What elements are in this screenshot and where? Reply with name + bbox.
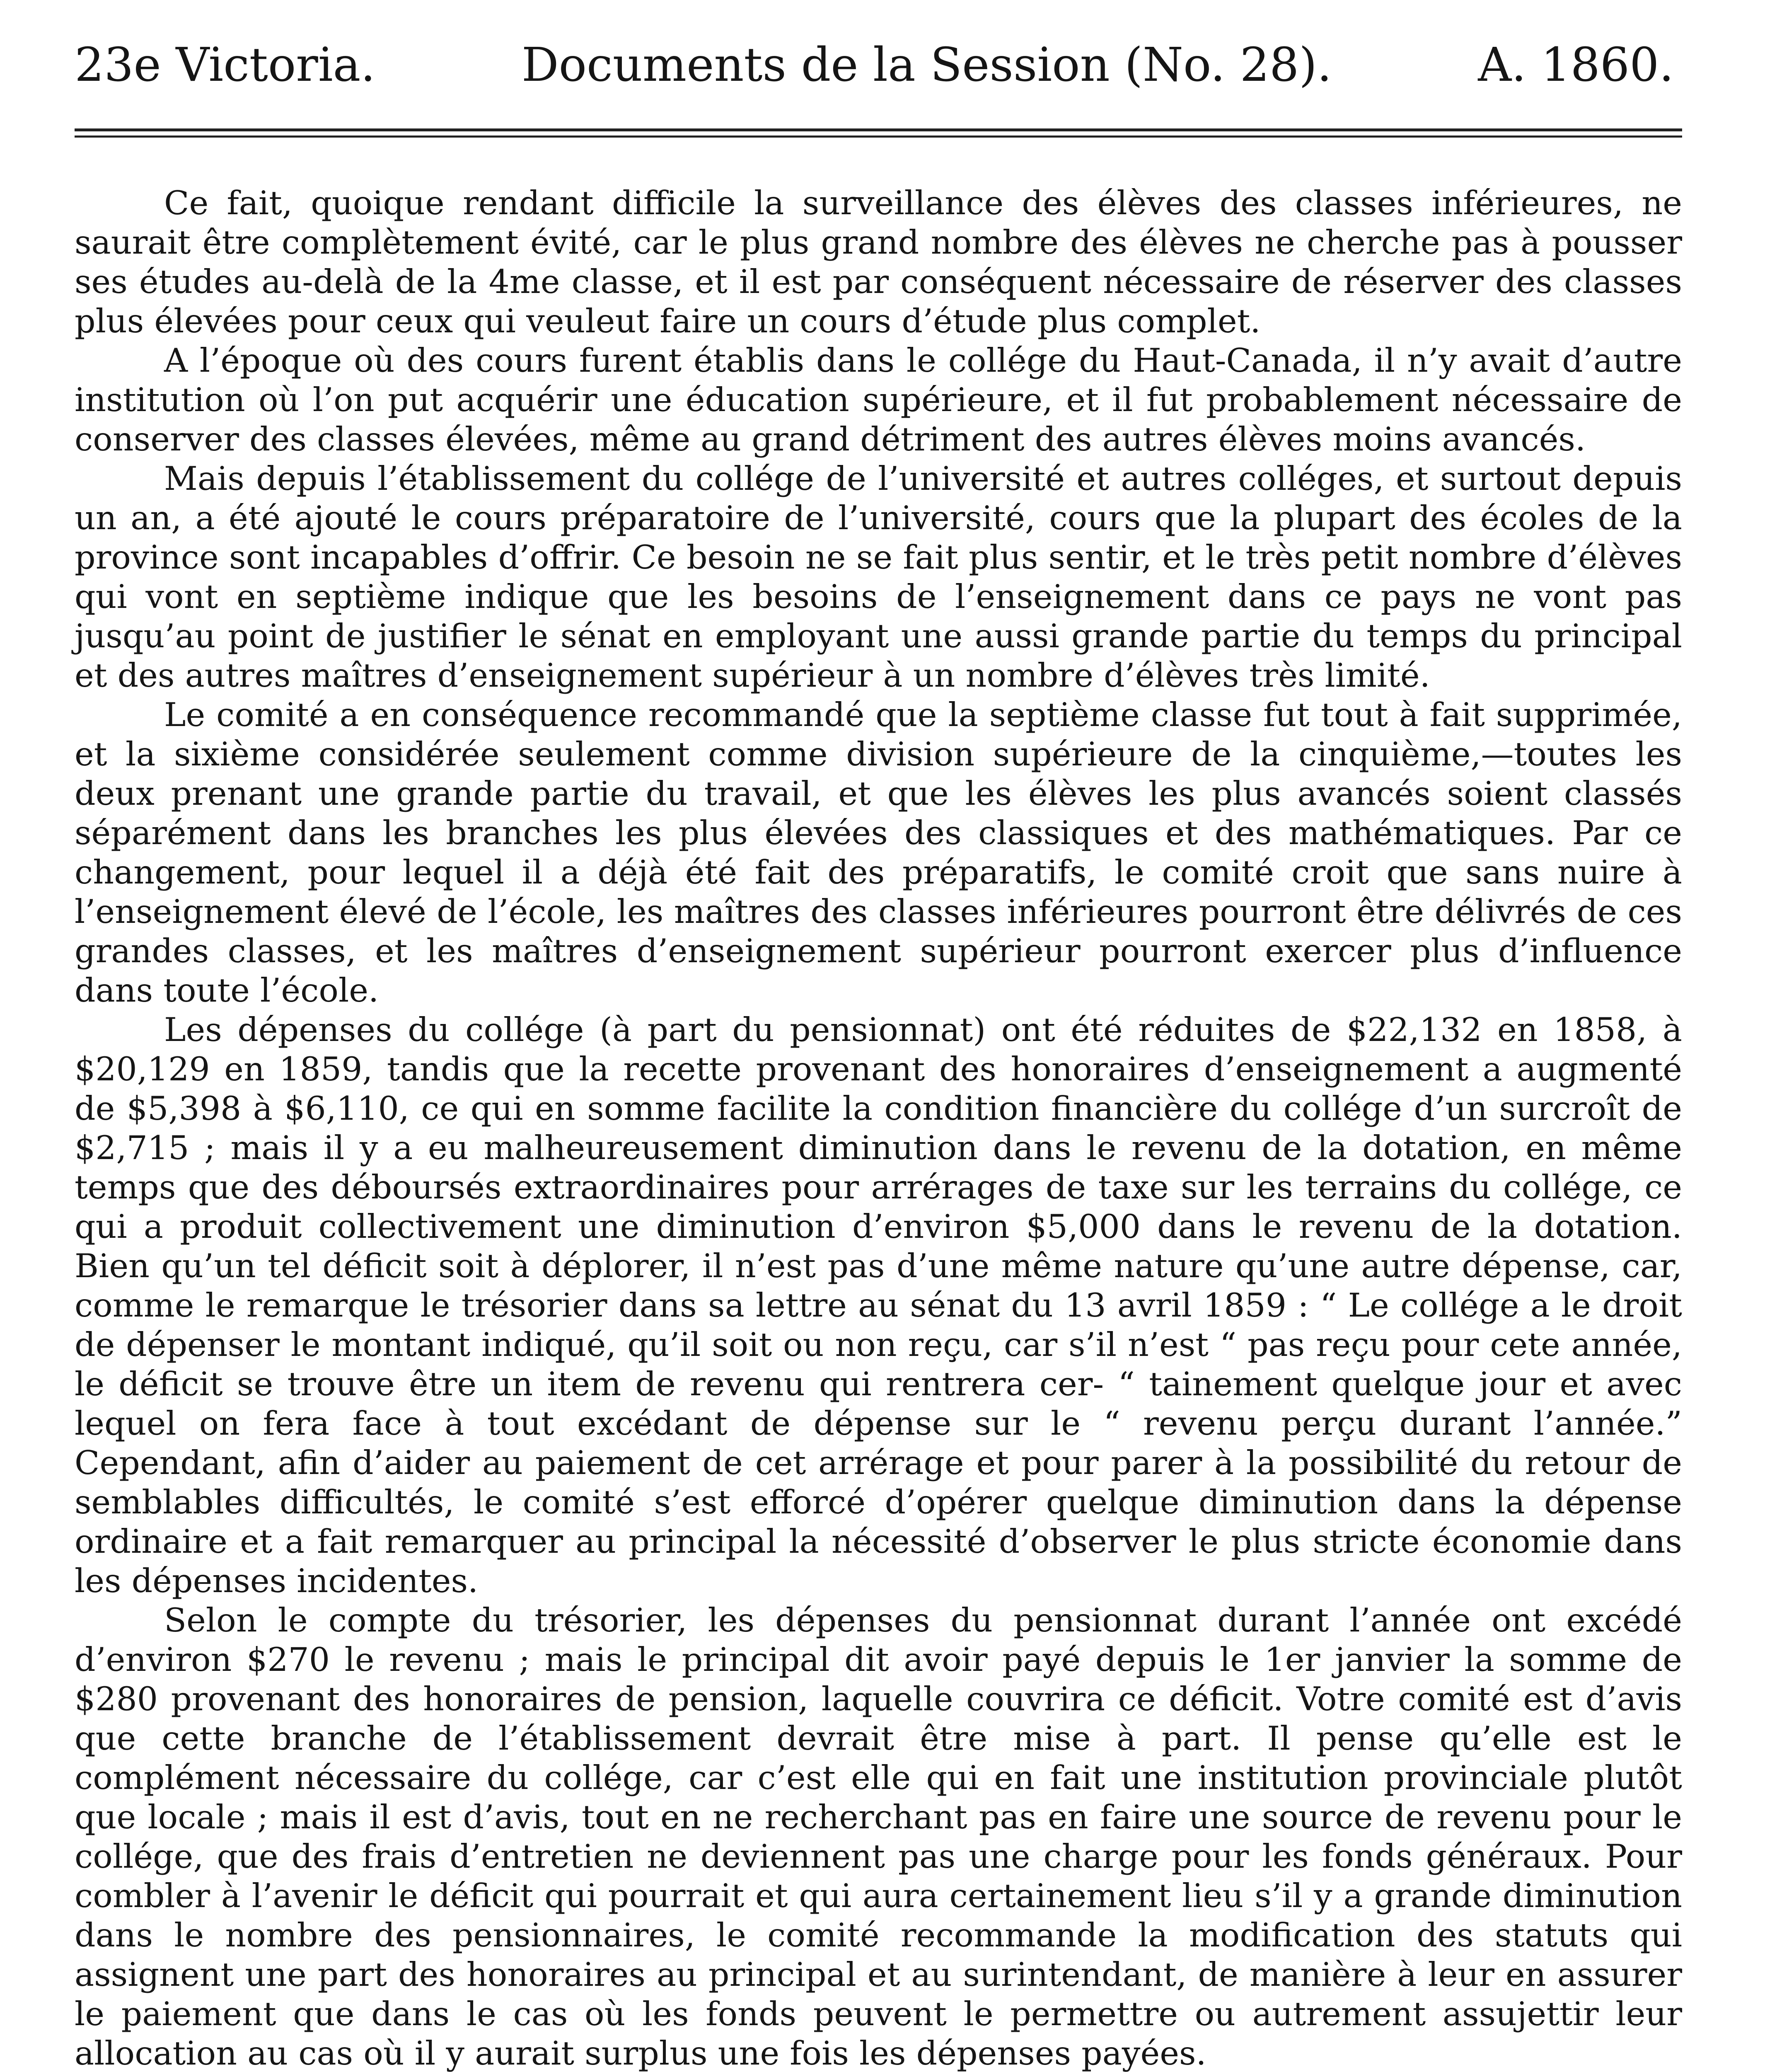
paragraph-5: Les dépenses du collége (à part du pensionnat) ont été réduites de $22,132 en 1858, à $20,129 en 1859, tandis que la recette provenant des honoraires d’enseignement a augmenté de $5,398 à $6,110, ce qui en somme facilite la condition financière du collége d’un surcroît de $2,715 ; mais il y a eu malheureusement diminution dans le revenu de la dotation, en même temps que des déboursés extraordinaires pour arrérages de taxe sur les terrains du collége, ce qui a produit collectivement une diminution d’environ $5,000 dans le revenu de la dotation. Bien qu’un tel déficit soit à déplorer, il n’est pas d’une même nature qu’une autre dépense, car, comme le remarque le trésorier dans sa lettre au sénat du 13 avril 1859 : “ Le collége a le droit de dépenser le montant indiqué, qu’il soit ou non reçu, car s’il n’est “ pas reçu pour cete année, le déficit se trouve être un item de revenu qui rentrera cer- “ tainement quelque jour et avec lequel on fera face à tout excédant de dépense sur le “ revenu perçu durant l’année.” Cependant, afin d’aider au paiement de cet arrérage et pour parer à la possibilité du retour de semblables difficultés, le comité s’est efforcé d’opérer quelque diminution dans la dépense ordinaire et a fait remarquer au principal la nécessité d’observer le plus stricte économie dans les dépenses incidentes. <box>75 1011 1682 1600</box>
report-body <box>75 184 1682 2072</box>
paragraph-6: Selon le compte du trésorier, les dépenses du pensionnat durant l’année ont excédé d’environ $270 le revenu ; mais le principal dit avoir payé depuis le 1er janvier la somme de $280 provenant des honoraires de pension, laquelle couvrira ce déficit. Votre comité est d’avis que cette branche de l’établissement devrait être mise à part. Il pense qu’elle est le complément nécessaire du collége, car c’est elle qui en fait une institution provinciale plutôt que locale ; mais il est d’avis, tout en ne recherchant pas en faire une source de revenu pour le collége, que des frais d’entretien ne deviennent pas une charge pour les fonds généraux. Pour combler à l’avenir le déficit qui pourrait et qui aura certainement lieu s’il y a grande diminution dans le nombre des pensionnaires, le comité recommande la modification des statuts qui assignent une part des honoraires au principal et au surintendant, de manière à leur en assurer le paiement que dans le cas où les fonds peuvent le permettre ou autrement assujettir leur allocation au cas où il y aurait surplus une fois les dépenses payées. <box>75 1601 1682 2072</box>
paragraph-2: A l’époque où des cours furent établis dans le collége du Haut-Canada, il n’y avait d’autre institution où l’on put acquérir une éducation supérieure, et il fut probablement nécessaire de conserver des classes élevées, même au grand détriment des autres élèves moins avancés. <box>75 341 1682 458</box>
header-rule-top <box>75 128 1682 131</box>
document-page <box>75 37 1682 2072</box>
paragraph-1: Ce fait, quoique rendant difficile la surveillance des élèves des classes inférieures, ne saurait être complètement évité, car le plus grand nombre des élèves ne cherche pas à pousser ses études au-delà de la 4me classe, et il est par conséquent nécessaire de réserver des classes plus élevées pour ceux qui veuleut faire un cours d’étude plus complet. <box>75 184 1682 340</box>
paragraph-4: Le comité a en conséquence recommandé que la septième classe fut tout à fait supprimée, et la sixième considérée seulement comme division supérieure de la cinquième,—toutes les deux prenant une grande partie du travail, et que les élèves les plus avancés soient classés séparément dans les branches les plus élevées des classiques et des mathématiques. Par ce changement, pour lequel il a déjà été fait des préparatifs, le comité croit que sans nuire à l’enseignement élevé de l’école, les maîtres des classes inférieures pourront être délivrés de ces grandes classes, et les maîtres d’enseignement supérieur pourront exercer plus d’influence dans toute l’école. <box>75 696 1682 1009</box>
header-document-title: Documents de la Session (No. 28). <box>521 38 1332 92</box>
header-year: A. 1860. <box>1478 38 1674 92</box>
header-double-rule <box>75 128 1682 144</box>
header-session-year: 23e Victoria. <box>75 38 376 92</box>
running-header <box>75 37 1682 104</box>
header-rule-bottom <box>75 136 1682 138</box>
paragraph-3: Mais depuis l’établissement du collége de l’université et autres colléges, et surtout depuis un an, a été ajouté le cours préparatoire de l’université, cours que la plupart des écoles de la province sont incapables d’offrir. Ce besoin ne se fait plus sentir, et le très petit nombre d’élèves qui vont en septième indique que les besoins de l’enseignement dans ce pays ne vont pas jusqu’au point de justifier le sénat en employant une aussi grande partie du temps du principal et des autres maîtres d’enseignement supérieur à un nombre d’élèves très limité. <box>75 460 1682 695</box>
